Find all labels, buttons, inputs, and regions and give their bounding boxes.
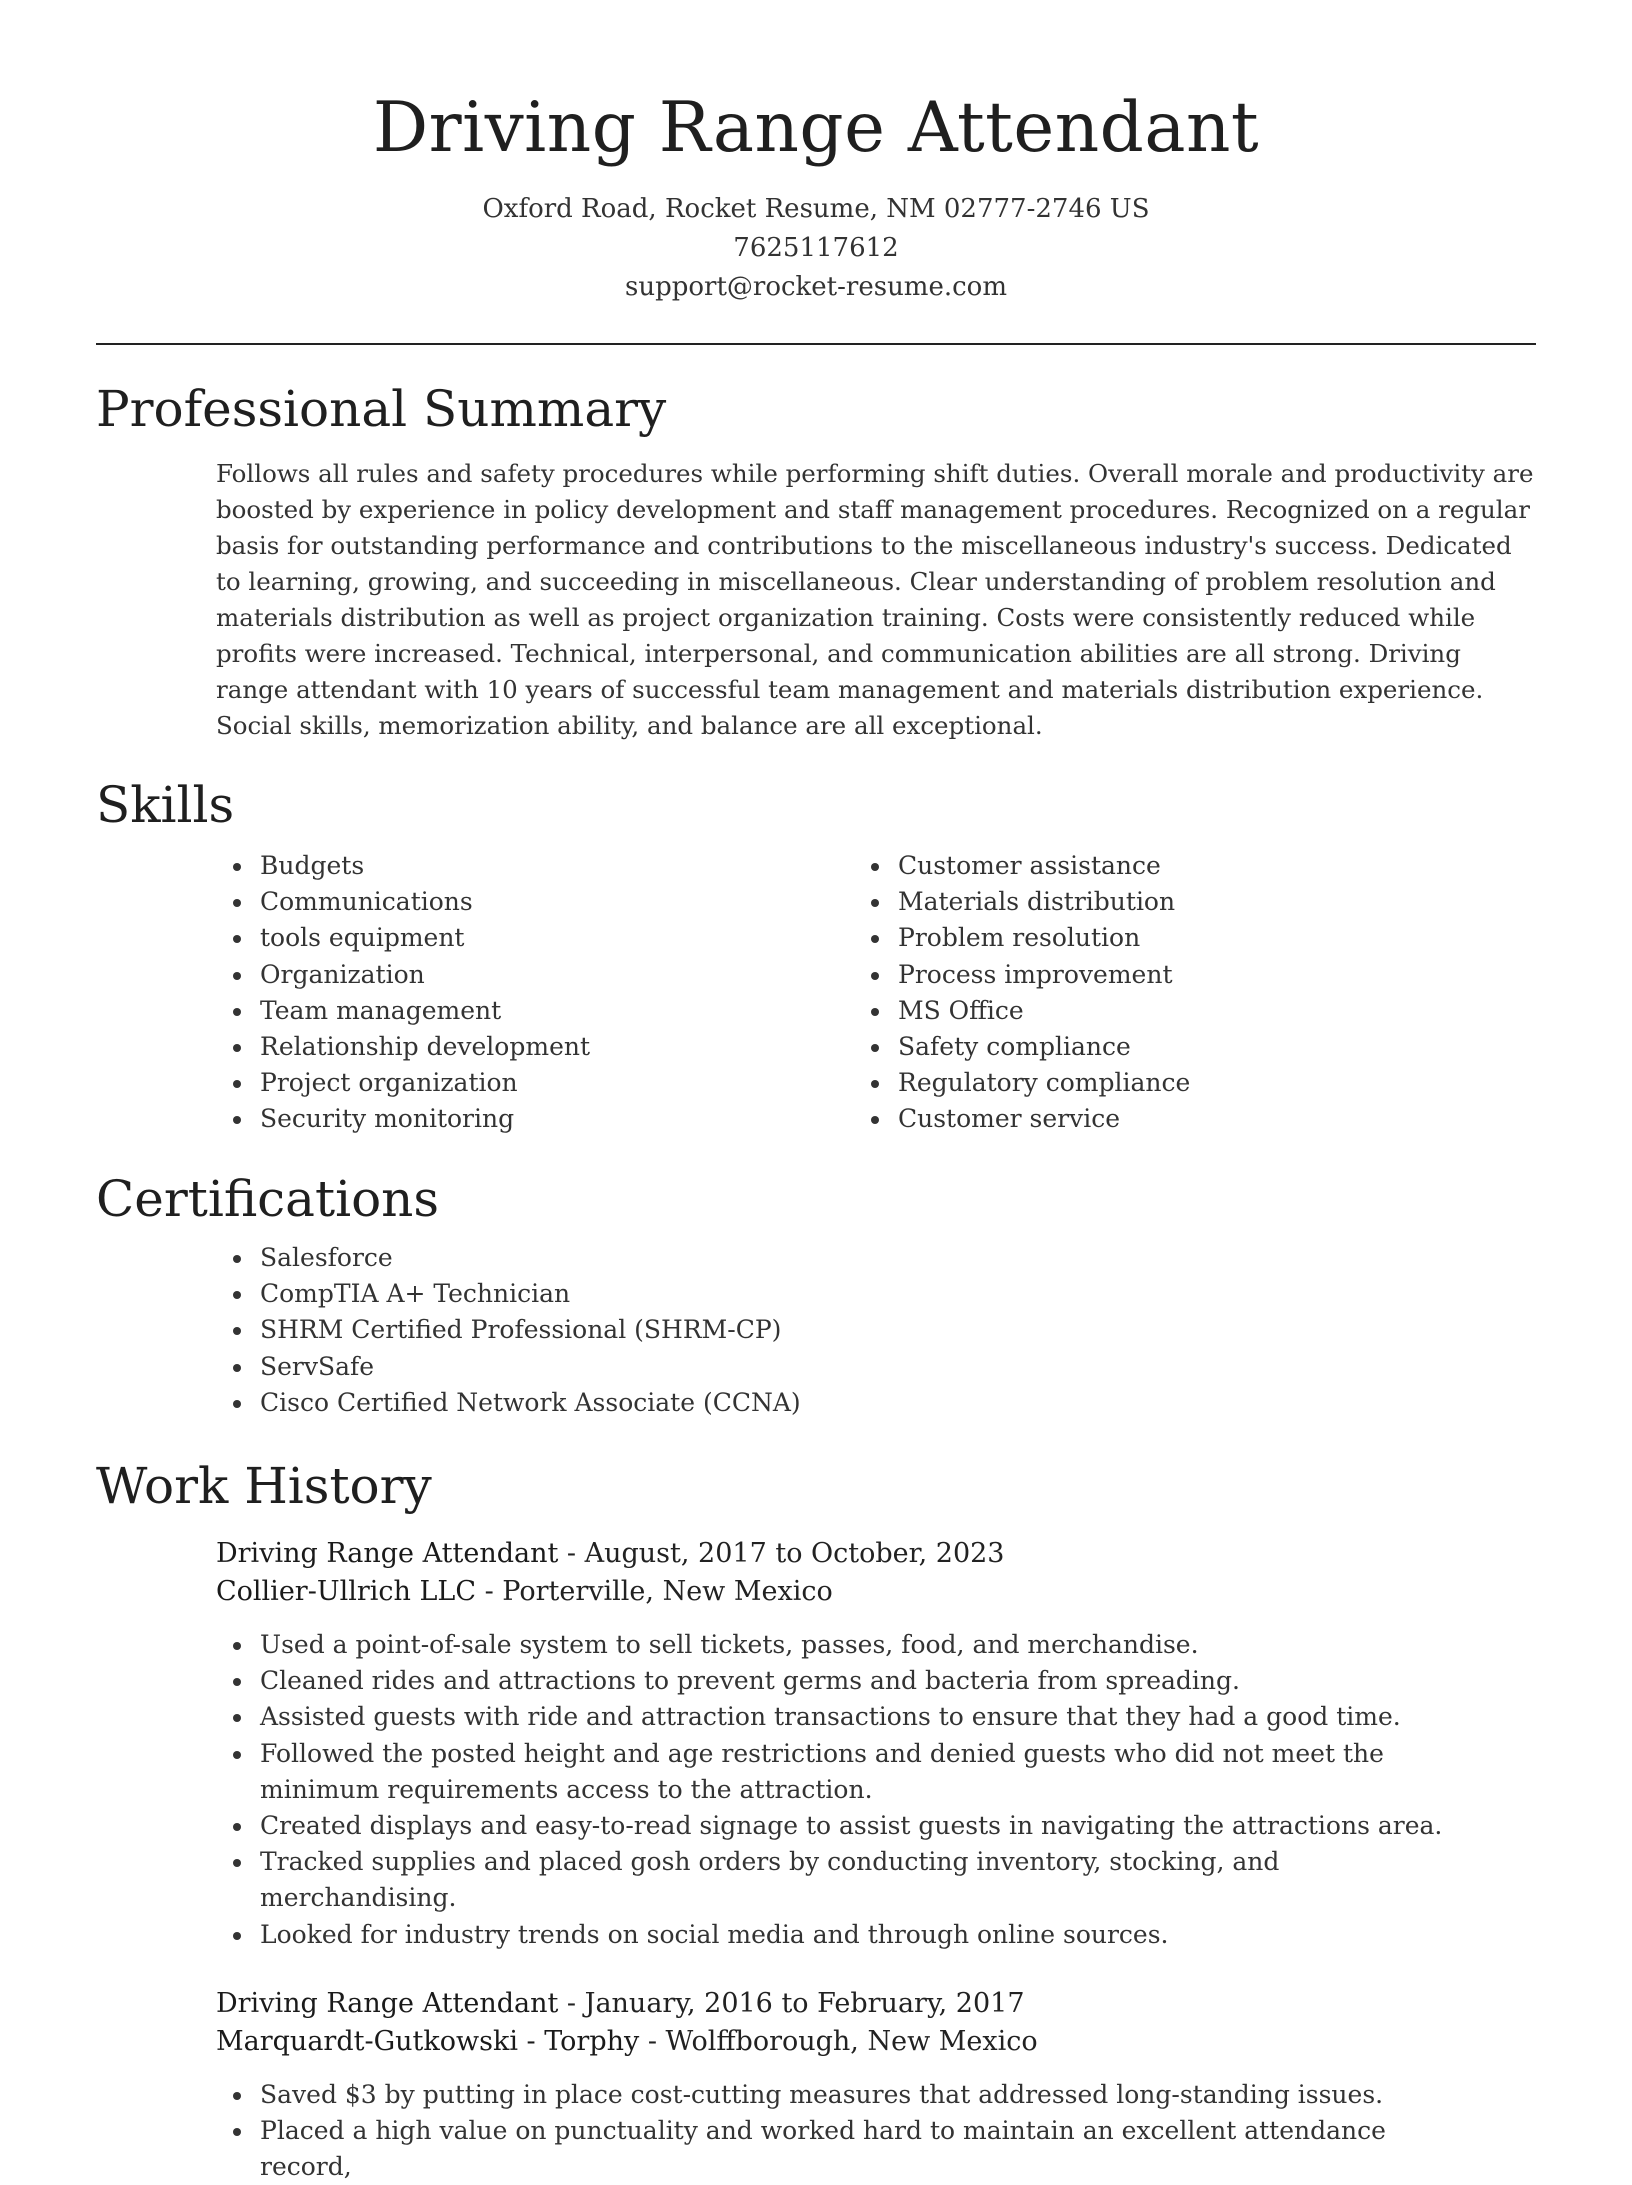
resume-page (96, 0, 1536, 2182)
job-entry (216, 1985, 1536, 2185)
job-title-line (216, 1535, 1536, 1573)
summary-text: Follows all rules and safety procedures while performing shift duties. Overall morale and productivity are boosted by experience in policy development and staff management procedures. Recognized on a regular basis for outstanding performance and contributions to the miscellaneous industry's success. Dedicated to learning, growing, and succeeding in miscellaneous. Clear understanding of problem resolution and materials distribution as well as project organization training. Costs were consistently reduced while profits were increased. Technical, interpersonal, and communication abilities are all strong. Driving range attendant with 10 years of successful team management and materials distribution experience. Social skills, memorization ability, and balance are all exceptional. (216, 459, 1534, 740)
address: Oxford Road, Rocket Resume, NM 02777-2746 US (482, 194, 1150, 224)
skills-section (96, 772, 1536, 1138)
resume-header (96, 0, 1536, 345)
skills-list-right (898, 848, 1536, 1138)
job-dates: - August, 2017 to October, 2023 (558, 1538, 1005, 1569)
skill-item: Materials distribution (898, 884, 1536, 920)
skill-item: Customer service (898, 1101, 1536, 1137)
job-title: Driving Range Attendant (216, 1987, 559, 2019)
header-divider (96, 343, 1536, 345)
job-bullet: Created displays and easy-to-read signage to assist guests in navigating the attractions area. (260, 1808, 1460, 1844)
skills-list-left (260, 848, 898, 1138)
job-company: Collier-Ullrich LLC (216, 1576, 477, 1607)
job-bullet: Saved $3 by putting in place cost-cutting measures that addressed long-standing issues. (260, 2077, 1460, 2113)
candidate-name: Driving Range Attendant (372, 88, 1260, 168)
skill-item: MS Office (898, 993, 1536, 1029)
job-company-line (216, 1573, 1536, 1611)
skill-item: Security monitoring (260, 1101, 898, 1137)
skill-item: Relationship development (260, 1029, 898, 1065)
work-history-heading: Work History (96, 1457, 432, 1515)
job-bullet: Followed the posted height and age restrictions and denied guests who did not meet the minimum requirements access to the attraction. (260, 1736, 1460, 1808)
skill-item: Communications (260, 884, 898, 920)
skill-item: tools equipment (260, 920, 898, 956)
job-location: - Wolffborough, New Mexico (639, 2025, 1038, 2057)
job-bullet: Used a point-of-sale system to sell tickets, passes, food, and merchandise. (260, 1627, 1460, 1663)
job-bullet: Cleaned rides and attractions to prevent germs and bacteria from spreading. (260, 1663, 1460, 1699)
skill-item: Project organization (260, 1065, 898, 1101)
email: support@rocket-resume.com (624, 272, 1007, 302)
job-dates: - January, 2016 to February, 2017 (558, 1987, 1025, 2019)
job-location: - Porterville, New Mexico (476, 1576, 833, 1607)
skill-item: Safety compliance (898, 1029, 1536, 1065)
job-company: Marquardt-Gutkowski - Torphy (216, 2025, 640, 2057)
skill-item: Organization (260, 957, 898, 993)
certification-item: Cisco Certified Network Associate (CCNA) (260, 1385, 1536, 1421)
job-bullets (260, 2077, 1536, 2185)
skills-heading: Skills (96, 776, 235, 834)
job-bullet: Placed a high value on punctuality and worked hard to maintain an excellent attendance record, (260, 2113, 1460, 2185)
certification-item: SHRM Certified Professional (SHRM-CP) (260, 1312, 1536, 1348)
certifications-heading: Certifications (96, 1170, 440, 1228)
skill-item: Problem resolution (898, 920, 1536, 956)
skill-item: Budgets (260, 848, 898, 884)
certification-item: Salesforce (260, 1240, 1536, 1276)
job-entry (216, 1535, 1536, 1953)
job-bullets (260, 1627, 1536, 1953)
job-company-line (216, 2023, 1536, 2061)
job-bullet: Tracked supplies and placed gosh orders by conducting inventory, stocking, and merchandising. (260, 1844, 1460, 1916)
skill-item: Process improvement (898, 957, 1536, 993)
job-bullet: Assisted guests with ride and attraction transactions to ensure that they had a good time. (260, 1699, 1460, 1735)
certification-item: ServSafe (260, 1349, 1536, 1385)
skill-item: Team management (260, 993, 898, 1029)
skills-columns (260, 848, 1536, 1138)
phone: 7625117612 (733, 233, 899, 263)
summary-section (96, 376, 1536, 744)
certification-item: CompTIA A+ Technician (260, 1276, 1536, 1312)
contact-block (96, 190, 1536, 307)
skill-item: Regulatory compliance (898, 1065, 1536, 1101)
certifications-section (96, 1166, 1536, 1421)
skill-item: Customer assistance (898, 848, 1536, 884)
job-title-line (216, 1985, 1536, 2023)
summary-heading: Professional Summary (96, 380, 667, 438)
certifications-list (260, 1240, 1536, 1421)
job-title: Driving Range Attendant (216, 1538, 559, 1569)
job-bullet: Looked for industry trends on social media and through online sources. (260, 1917, 1460, 1953)
work-history-section (96, 1453, 1536, 2185)
